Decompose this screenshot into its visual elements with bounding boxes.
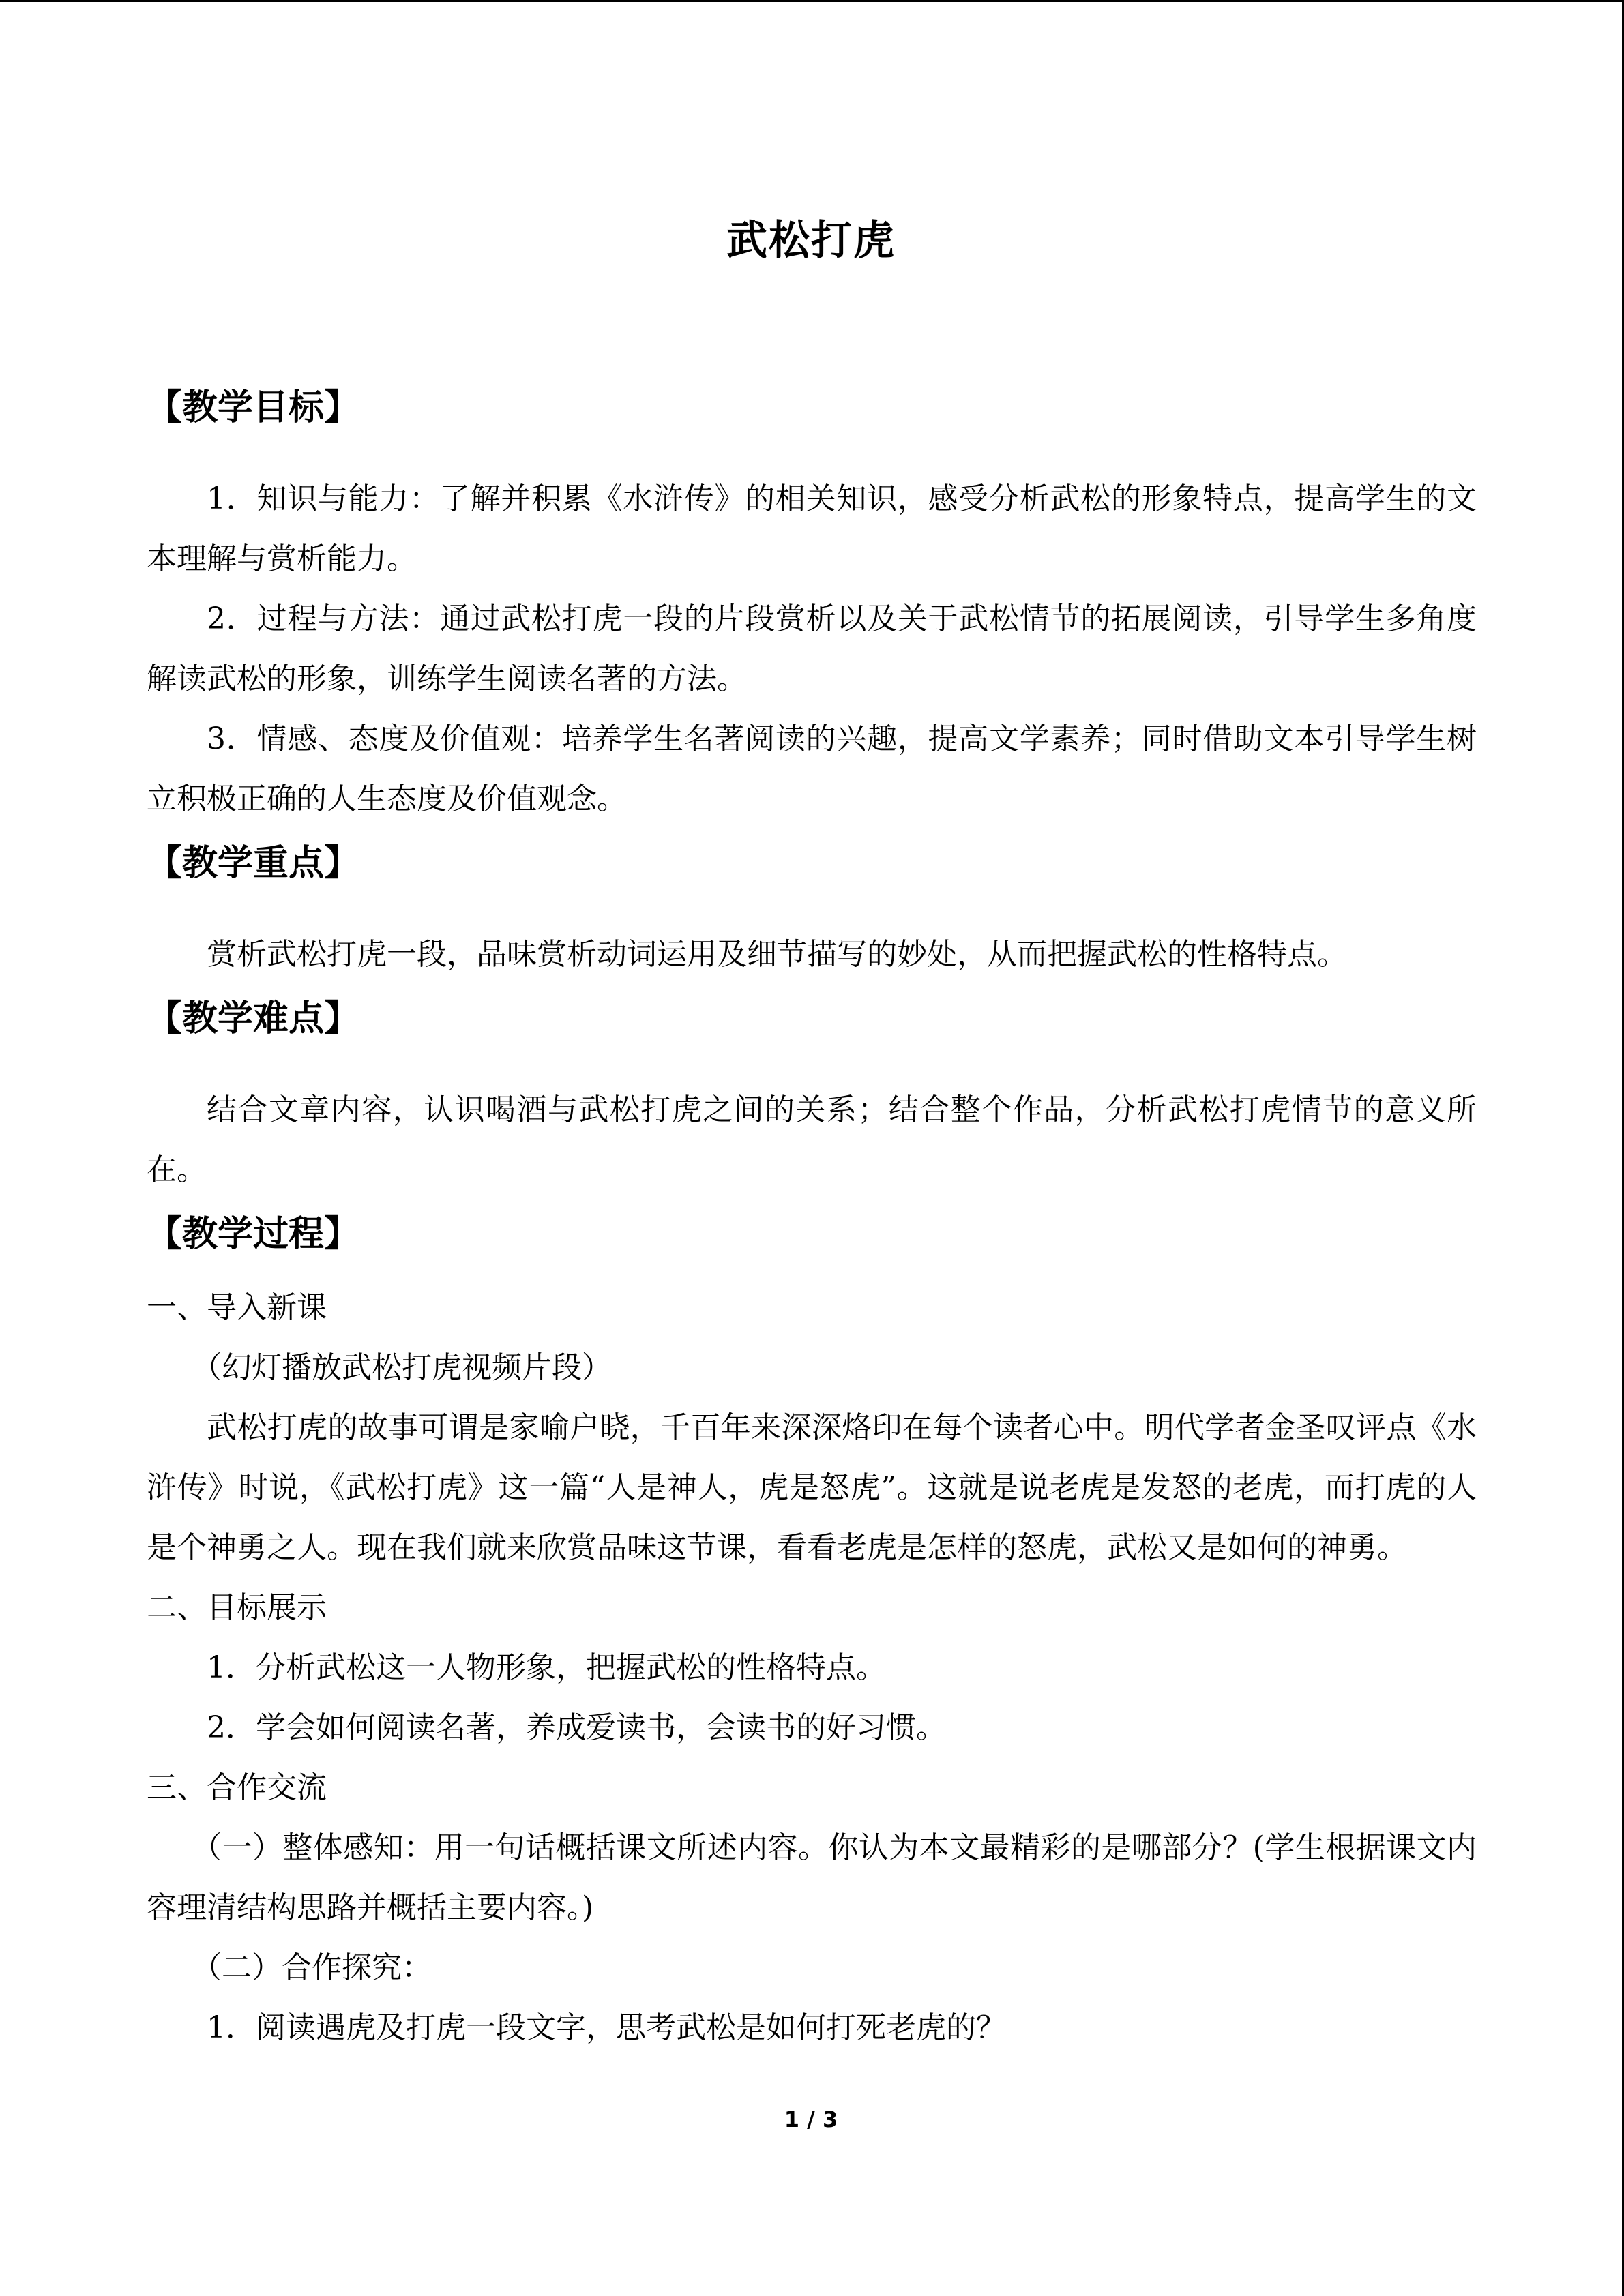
page-number: 1 / 3 <box>784 2106 838 2132</box>
process-part3-item-1: 1．阅读遇虎及打虎一段文字，思考武松是如何打死老虎的？ <box>207 2010 1006 2045</box>
process-part3-sub1: （一）整体感知：用一句话概括课文所述内容。你认为本文最精彩的是哪部分？(学生根据课文内容理清结构思路并概括主要内容。) <box>147 1830 1477 1925</box>
process-part1-note: （幻灯播放武松打虎视频片段） <box>192 1350 612 1385</box>
process-part2-item-1: 1．分析武松这一人物形象，把握武松的性格特点。 <box>207 1650 886 1685</box>
section-heading-process: 【教学过程】 <box>147 1214 360 1255</box>
process-part1-title: 一、导入新课 <box>147 1290 327 1325</box>
process-part1-text: 武松打虎的故事可谓是家喻户晓，千百年来深深烙印在每个读者心中。明代学者金圣叹评点《水浒传》时说，《武松打虎》这一篇“人是神人，虎是怒虎”。这就是说老虎是发怒的老虎，而打虎的人是个神勇之人。现在我们就来欣赏品味这节课，看看老虎是怎样的怒虎，武松又是如何的神勇。 <box>147 1410 1477 1565</box>
process-part2-title: 二、目标展示 <box>147 1590 327 1625</box>
key-points-text: 赏析武松打虎一段，品味赏析动词运用及细节描写的妙处，从而把握武松的性格特点。 <box>207 937 1347 972</box>
process-part3-sub2: （二）合作探究： <box>192 1950 432 1985</box>
difficulties-text: 结合文章内容，认识喝酒与武松打虎之间的关系；结合整个作品，分析武松打虎情节的意义所在。 <box>147 1092 1477 1187</box>
objective-item-1: 1．知识与能力：了解并积累《水浒传》的相关知识，感受分析武松的形象特点，提高学生的文本理解与赏析能力。 <box>147 481 1477 576</box>
objective-item-2: 2．过程与方法：通过武松打虎一段的片段赏析以及关于武松情节的拓展阅读，引导学生多角度解读武松的形象，训练学生阅读名著的方法。 <box>147 601 1477 696</box>
section-heading-difficulties: 【教学难点】 <box>147 998 360 1039</box>
process-part2-item-2: 2．学会如何阅读名著，养成爱读书，会读书的好习惯。 <box>207 1710 946 1745</box>
page-title: 武松打虎 <box>726 217 896 265</box>
objective-item-3: 3．情感、态度及价值观：培养学生名著阅读的兴趣，提高文学素养；同时借助文本引导学生树立积极正确的人生态度及价值观念。 <box>147 721 1477 816</box>
section-heading-objectives: 【教学目标】 <box>147 387 360 428</box>
process-part3-title: 三、合作交流 <box>147 1770 327 1805</box>
section-heading-key-points: 【教学重点】 <box>147 843 360 884</box>
document-body <box>147 374 1477 2058</box>
